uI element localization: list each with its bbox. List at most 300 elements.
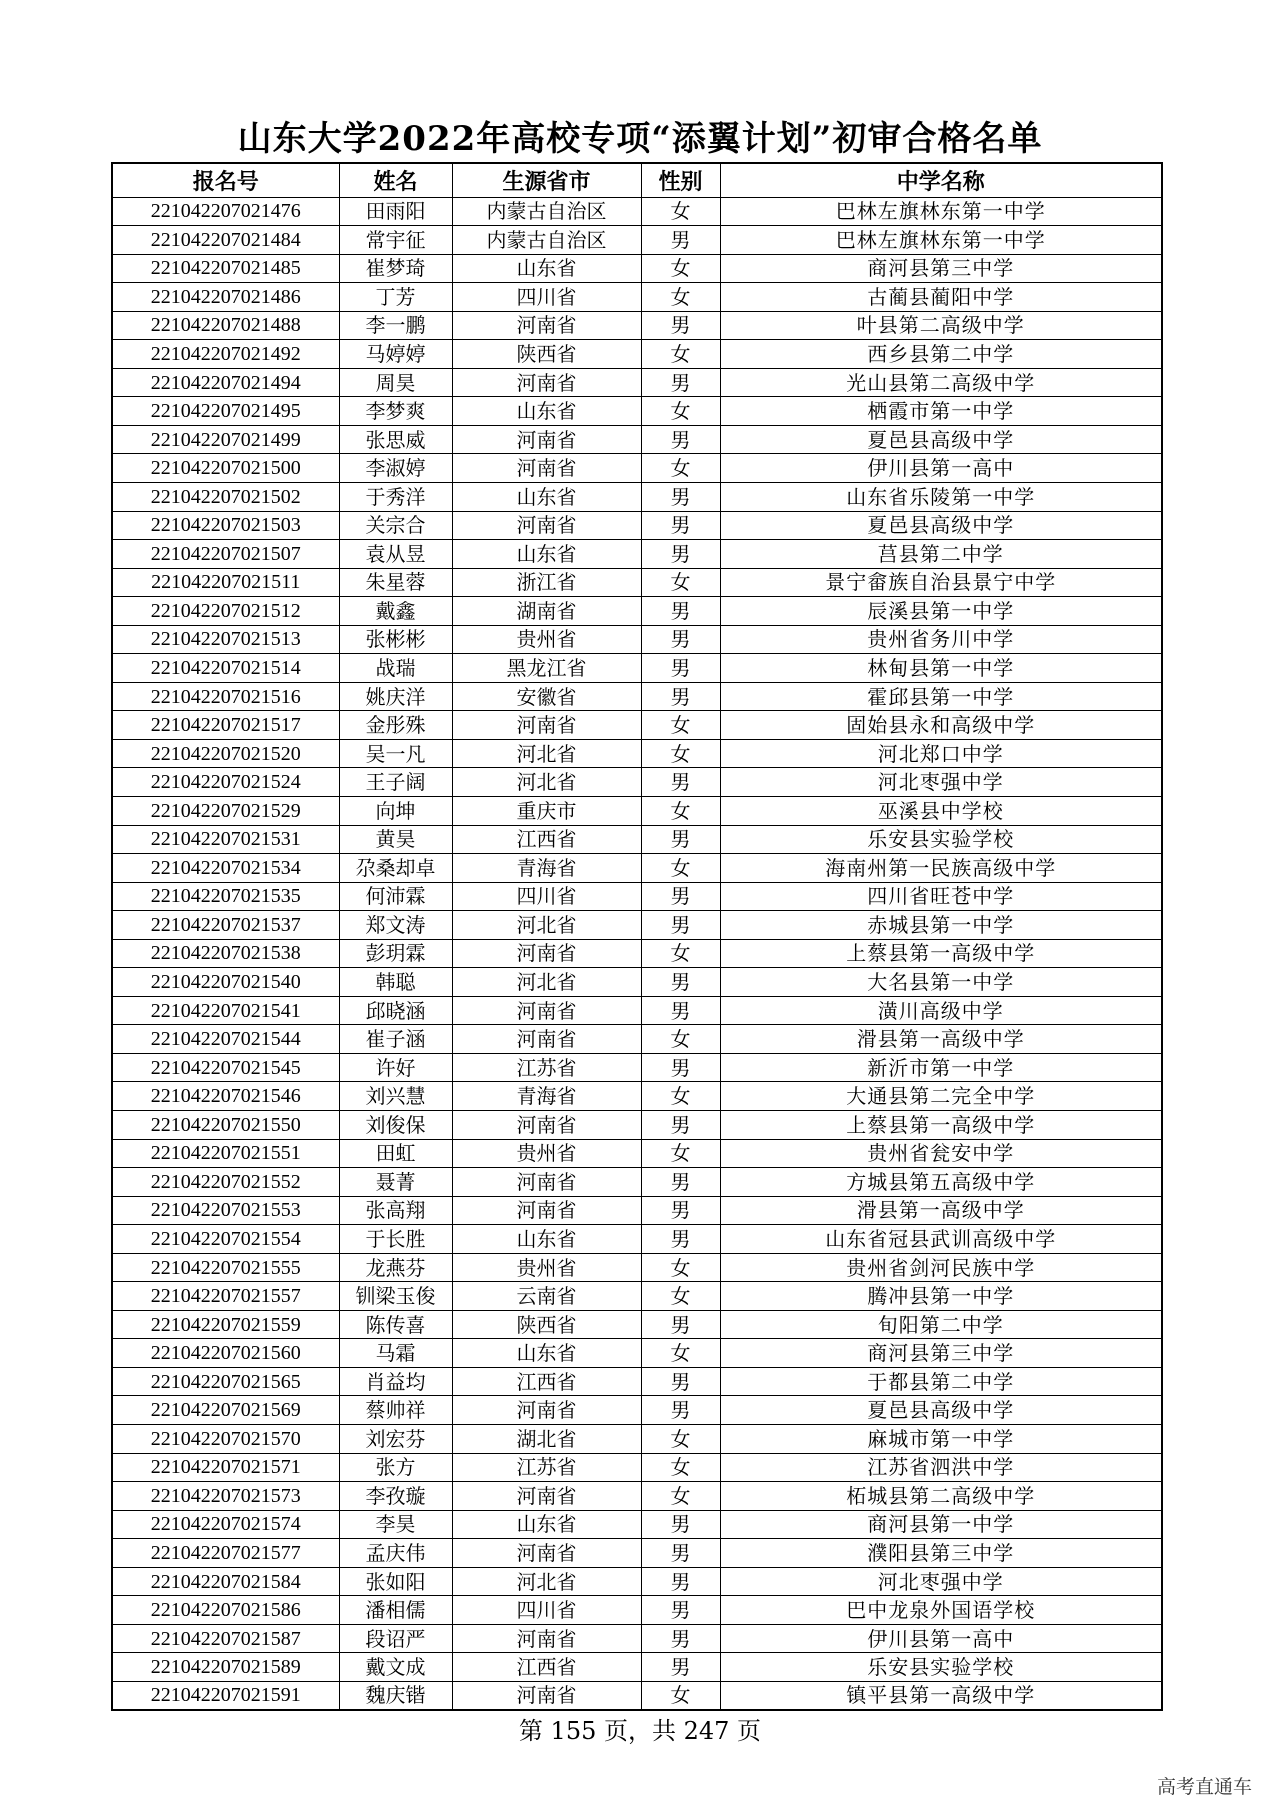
- cell-province: 江苏省: [452, 1453, 641, 1482]
- cell-registration-number: 221042207021587: [112, 1624, 339, 1653]
- header-school: 中学名称: [720, 163, 1162, 197]
- cell-province: 安徽省: [452, 682, 641, 711]
- cell-gender: 女: [641, 454, 720, 483]
- cell-gender: 男: [641, 682, 720, 711]
- cell-school: 景宁畲族自治县景宁中学: [720, 568, 1162, 597]
- header-name: 姓名: [339, 163, 452, 197]
- table-row: [112, 1282, 1162, 1311]
- cell-gender: 女: [641, 1425, 720, 1454]
- cell-province: 贵州省: [452, 1253, 641, 1282]
- cell-school: 滑县第一高级中学: [720, 1025, 1162, 1054]
- cell-school: 贵州省务川中学: [720, 625, 1162, 654]
- cell-gender: 女: [641, 1253, 720, 1282]
- table-row: [112, 796, 1162, 825]
- table-row: [112, 254, 1162, 283]
- cell-province: 河南省: [452, 1111, 641, 1140]
- cell-school: 镇平县第一高级中学: [720, 1681, 1162, 1710]
- cell-name: 张如阳: [339, 1567, 452, 1596]
- cell-name: 金彤殊: [339, 711, 452, 740]
- cell-name: 孟庆伟: [339, 1539, 452, 1568]
- table-row: [112, 1168, 1162, 1197]
- cell-gender: 女: [641, 1282, 720, 1311]
- cell-registration-number: 221042207021545: [112, 1053, 339, 1082]
- cell-name: 刘兴慧: [339, 1082, 452, 1111]
- table-row: [112, 340, 1162, 369]
- cell-school: 旬阳第二中学: [720, 1310, 1162, 1339]
- page-number: 第 155 页，共 247 页: [518, 1717, 762, 1745]
- cell-gender: 男: [641, 425, 720, 454]
- cell-province: 山东省: [452, 1510, 641, 1539]
- cell-registration-number: 221042207021529: [112, 796, 339, 825]
- cell-school: 固始县永和高级中学: [720, 711, 1162, 740]
- cell-gender: 女: [641, 939, 720, 968]
- cell-province: 青海省: [452, 854, 641, 883]
- table-row: [112, 1139, 1162, 1168]
- cell-registration-number: 221042207021554: [112, 1225, 339, 1254]
- cell-province: 浙江省: [452, 568, 641, 597]
- cell-school: 贵州省瓮安中学: [720, 1139, 1162, 1168]
- cell-name: 关宗合: [339, 511, 452, 540]
- table-row: [112, 682, 1162, 711]
- table-row: [112, 1453, 1162, 1482]
- cell-school: 乐安县实验学校: [720, 825, 1162, 854]
- cell-registration-number: 221042207021495: [112, 397, 339, 426]
- table-row: [112, 654, 1162, 683]
- cell-registration-number: 221042207021586: [112, 1596, 339, 1625]
- cell-name: 肖益均: [339, 1367, 452, 1396]
- cell-registration-number: 221042207021485: [112, 254, 339, 283]
- cell-name: 朱星蓉: [339, 568, 452, 597]
- cell-province: 青海省: [452, 1082, 641, 1111]
- cell-province: 河南省: [452, 939, 641, 968]
- cell-registration-number: 221042207021507: [112, 540, 339, 569]
- cell-province: 河北省: [452, 739, 641, 768]
- cell-registration-number: 221042207021503: [112, 511, 339, 540]
- cell-school: 大通县第二完全中学: [720, 1082, 1162, 1111]
- cell-registration-number: 221042207021535: [112, 882, 339, 911]
- cell-registration-number: 221042207021589: [112, 1653, 339, 1682]
- cell-registration-number: 221042207021502: [112, 482, 339, 511]
- table-row: [112, 1567, 1162, 1596]
- cell-gender: 男: [641, 1196, 720, 1225]
- cell-gender: 女: [641, 568, 720, 597]
- cell-gender: 女: [641, 1082, 720, 1111]
- cell-province: 河南省: [452, 996, 641, 1025]
- cell-school: 河北枣强中学: [720, 1567, 1162, 1596]
- table-row: [112, 1510, 1162, 1539]
- cell-school: 夏邑县高级中学: [720, 425, 1162, 454]
- cell-province: 山东省: [452, 540, 641, 569]
- cell-school: 赤城县第一中学: [720, 911, 1162, 940]
- cell-province: 河北省: [452, 968, 641, 997]
- cell-province: 河北省: [452, 768, 641, 797]
- cell-province: 河南省: [452, 368, 641, 397]
- cell-gender: 男: [641, 1225, 720, 1254]
- cell-gender: 女: [641, 254, 720, 283]
- cell-province: 陕西省: [452, 340, 641, 369]
- cell-school: 山东省乐陵第一中学: [720, 482, 1162, 511]
- cell-name: 王子阔: [339, 768, 452, 797]
- cell-registration-number: 221042207021513: [112, 625, 339, 654]
- table-row: [112, 1225, 1162, 1254]
- cell-registration-number: 221042207021476: [112, 197, 339, 226]
- cell-school: 莒县第二中学: [720, 540, 1162, 569]
- cell-province: 山东省: [452, 1339, 641, 1368]
- cell-province: 山东省: [452, 1225, 641, 1254]
- cell-registration-number: 221042207021569: [112, 1396, 339, 1425]
- table-row: [112, 1253, 1162, 1282]
- table-row: [112, 568, 1162, 597]
- cell-name: 许好: [339, 1053, 452, 1082]
- cell-name: 戴文成: [339, 1653, 452, 1682]
- cell-registration-number: 221042207021553: [112, 1196, 339, 1225]
- table-row: [112, 911, 1162, 940]
- table-row: [112, 1053, 1162, 1082]
- cell-registration-number: 221042207021484: [112, 226, 339, 255]
- cell-gender: 男: [641, 625, 720, 654]
- cell-registration-number: 221042207021574: [112, 1510, 339, 1539]
- table-row: [112, 1482, 1162, 1511]
- table-row: [112, 226, 1162, 255]
- cell-name: 张彬彬: [339, 625, 452, 654]
- table-row: [112, 1653, 1162, 1682]
- table-row: [112, 739, 1162, 768]
- cell-gender: 女: [641, 1681, 720, 1710]
- cell-registration-number: 221042207021486: [112, 283, 339, 312]
- cell-name: 张思威: [339, 425, 452, 454]
- table-row: [112, 854, 1162, 883]
- header-gender: 性别: [641, 163, 720, 197]
- cell-name: 于秀洋: [339, 482, 452, 511]
- table-body: [112, 197, 1162, 1710]
- cell-school: 商河县第三中学: [720, 254, 1162, 283]
- cell-registration-number: 221042207021544: [112, 1025, 339, 1054]
- table-row: [112, 1596, 1162, 1625]
- table-row: [112, 768, 1162, 797]
- cell-gender: 女: [641, 1339, 720, 1368]
- header-registration-number: 报名号: [112, 163, 339, 197]
- cell-school: 麻城市第一中学: [720, 1425, 1162, 1454]
- cell-school: 新沂市第一中学: [720, 1053, 1162, 1082]
- cell-school: 柘城县第二高级中学: [720, 1482, 1162, 1511]
- cell-school: 古蔺县蔺阳中学: [720, 283, 1162, 312]
- admission-list-table: [111, 162, 1163, 1711]
- cell-registration-number: 221042207021546: [112, 1082, 339, 1111]
- cell-province: 内蒙古自治区: [452, 197, 641, 226]
- cell-school: 上蔡县第一高级中学: [720, 939, 1162, 968]
- cell-province: 江西省: [452, 825, 641, 854]
- cell-school: 于都县第二中学: [720, 1367, 1162, 1396]
- table-row: [112, 311, 1162, 340]
- cell-school: 巴林左旗林东第一中学: [720, 197, 1162, 226]
- cell-name: 袁从昱: [339, 540, 452, 569]
- cell-registration-number: 221042207021584: [112, 1567, 339, 1596]
- table-row: [112, 939, 1162, 968]
- cell-name: 邱晓涵: [339, 996, 452, 1025]
- cell-name: 陈传喜: [339, 1310, 452, 1339]
- cell-province: 四川省: [452, 283, 641, 312]
- cell-name: 张方: [339, 1453, 452, 1482]
- cell-province: 河南省: [452, 711, 641, 740]
- table-row: [112, 482, 1162, 511]
- cell-school: 商河县第一中学: [720, 1510, 1162, 1539]
- cell-school: 腾冲县第一中学: [720, 1282, 1162, 1311]
- cell-province: 黑龙江省: [452, 654, 641, 683]
- cell-registration-number: 221042207021550: [112, 1111, 339, 1140]
- cell-name: 向坤: [339, 796, 452, 825]
- table-row: [112, 1111, 1162, 1140]
- cell-gender: 女: [641, 397, 720, 426]
- cell-registration-number: 221042207021591: [112, 1681, 339, 1710]
- cell-province: 江西省: [452, 1367, 641, 1396]
- table-row: [112, 1367, 1162, 1396]
- cell-gender: 男: [641, 1596, 720, 1625]
- cell-gender: 男: [641, 1653, 720, 1682]
- cell-school: 江苏省泗洪中学: [720, 1453, 1162, 1482]
- cell-school: 巫溪县中学校: [720, 796, 1162, 825]
- cell-registration-number: 221042207021512: [112, 597, 339, 626]
- cell-province: 山东省: [452, 482, 641, 511]
- cell-school: 方城县第五高级中学: [720, 1168, 1162, 1197]
- cell-gender: 男: [641, 1539, 720, 1568]
- cell-school: 山东省冠县武训高级中学: [720, 1225, 1162, 1254]
- cell-province: 河南省: [452, 1482, 641, 1511]
- cell-registration-number: 221042207021511: [112, 568, 339, 597]
- cell-name: 姚庆洋: [339, 682, 452, 711]
- cell-school: 大名县第一中学: [720, 968, 1162, 997]
- cell-province: 河南省: [452, 1539, 641, 1568]
- cell-gender: 女: [641, 1453, 720, 1482]
- cell-name: 李梦爽: [339, 397, 452, 426]
- cell-school: 夏邑县高级中学: [720, 1396, 1162, 1425]
- table-row: [112, 397, 1162, 426]
- cell-gender: 女: [641, 1482, 720, 1511]
- cell-province: 四川省: [452, 1596, 641, 1625]
- cell-gender: 男: [641, 1367, 720, 1396]
- cell-gender: 男: [641, 311, 720, 340]
- cell-province: 湖北省: [452, 1425, 641, 1454]
- cell-name: 李昊: [339, 1510, 452, 1539]
- cell-name: 尕桑却卓: [339, 854, 452, 883]
- cell-gender: 男: [641, 654, 720, 683]
- cell-name: 钏梁玉俊: [339, 1282, 452, 1311]
- cell-name: 李一鹏: [339, 311, 452, 340]
- cell-name: 潘相儒: [339, 1596, 452, 1625]
- cell-registration-number: 221042207021570: [112, 1425, 339, 1454]
- cell-gender: 男: [641, 226, 720, 255]
- cell-province: 河南省: [452, 1681, 641, 1710]
- cell-province: 陕西省: [452, 1310, 641, 1339]
- cell-gender: 男: [641, 882, 720, 911]
- cell-province: 河南省: [452, 1624, 641, 1653]
- cell-school: 辰溪县第一中学: [720, 597, 1162, 626]
- table-row: [112, 197, 1162, 226]
- cell-gender: 男: [641, 1111, 720, 1140]
- cell-name: 于长胜: [339, 1225, 452, 1254]
- cell-province: 山东省: [452, 397, 641, 426]
- cell-registration-number: 221042207021577: [112, 1539, 339, 1568]
- cell-school: 上蔡县第一高级中学: [720, 1111, 1162, 1140]
- cell-registration-number: 221042207021516: [112, 682, 339, 711]
- table-row: [112, 1624, 1162, 1653]
- cell-name: 何沛霖: [339, 882, 452, 911]
- table-row: [112, 996, 1162, 1025]
- cell-province: 江西省: [452, 1653, 641, 1682]
- cell-province: 江苏省: [452, 1053, 641, 1082]
- cell-gender: 男: [641, 1053, 720, 1082]
- cell-gender: 女: [641, 739, 720, 768]
- header-province: 生源省市: [452, 163, 641, 197]
- table-row: [112, 825, 1162, 854]
- cell-school: 林甸县第一中学: [720, 654, 1162, 683]
- cell-registration-number: 221042207021517: [112, 711, 339, 740]
- cell-name: 段诏严: [339, 1624, 452, 1653]
- cell-gender: 男: [641, 1396, 720, 1425]
- table-row: [112, 368, 1162, 397]
- cell-province: 湖南省: [452, 597, 641, 626]
- cell-gender: 女: [641, 796, 720, 825]
- cell-gender: 女: [641, 854, 720, 883]
- table-row: [112, 540, 1162, 569]
- cell-name: 彭玥霖: [339, 939, 452, 968]
- cell-school: 叶县第二高级中学: [720, 311, 1162, 340]
- cell-province: 河南省: [452, 425, 641, 454]
- document-title: 山东大学2022年高校专项“添翼计划”初审合格名单: [237, 119, 1043, 159]
- cell-registration-number: 221042207021540: [112, 968, 339, 997]
- cell-registration-number: 221042207021552: [112, 1168, 339, 1197]
- cell-registration-number: 221042207021492: [112, 340, 339, 369]
- cell-gender: 男: [641, 1310, 720, 1339]
- table-row: [112, 1339, 1162, 1368]
- cell-name: 周昊: [339, 368, 452, 397]
- cell-province: 贵州省: [452, 625, 641, 654]
- cell-province: 河南省: [452, 454, 641, 483]
- cell-registration-number: 221042207021524: [112, 768, 339, 797]
- cell-name: 黄昊: [339, 825, 452, 854]
- table-row: [112, 1396, 1162, 1425]
- cell-gender: 男: [641, 1567, 720, 1596]
- watermark-text: 高考直通车: [1156, 1776, 1252, 1798]
- cell-gender: 男: [641, 911, 720, 940]
- cell-gender: 男: [641, 540, 720, 569]
- table-row: [112, 425, 1162, 454]
- cell-province: 山东省: [452, 254, 641, 283]
- cell-registration-number: 221042207021494: [112, 368, 339, 397]
- cell-gender: 男: [641, 968, 720, 997]
- cell-school: 河北枣强中学: [720, 768, 1162, 797]
- cell-gender: 女: [641, 340, 720, 369]
- table-row: [112, 968, 1162, 997]
- cell-name: 蔡帅祥: [339, 1396, 452, 1425]
- cell-province: 河南省: [452, 1168, 641, 1197]
- cell-name: 龙燕芬: [339, 1253, 452, 1282]
- cell-province: 河北省: [452, 911, 641, 940]
- cell-gender: 男: [641, 825, 720, 854]
- cell-registration-number: 221042207021500: [112, 454, 339, 483]
- cell-name: 戴鑫: [339, 597, 452, 626]
- cell-province: 四川省: [452, 882, 641, 911]
- cell-registration-number: 221042207021565: [112, 1367, 339, 1396]
- cell-name: 吴一凡: [339, 739, 452, 768]
- cell-gender: 女: [641, 197, 720, 226]
- cell-name: 田虹: [339, 1139, 452, 1168]
- table-row: [112, 1681, 1162, 1710]
- cell-school: 伊川县第一高中: [720, 454, 1162, 483]
- cell-name: 韩聪: [339, 968, 452, 997]
- cell-school: 夏邑县高级中学: [720, 511, 1162, 540]
- table-header: [112, 163, 1162, 197]
- cell-gender: 男: [641, 511, 720, 540]
- cell-gender: 女: [641, 711, 720, 740]
- cell-gender: 男: [641, 597, 720, 626]
- cell-school: 四川省旺苍中学: [720, 882, 1162, 911]
- cell-name: 郑文涛: [339, 911, 452, 940]
- cell-name: 李淑婷: [339, 454, 452, 483]
- cell-registration-number: 221042207021555: [112, 1253, 339, 1282]
- table-row: [112, 597, 1162, 626]
- cell-registration-number: 221042207021499: [112, 425, 339, 454]
- cell-registration-number: 221042207021571: [112, 1453, 339, 1482]
- cell-school: 霍邱县第一中学: [720, 682, 1162, 711]
- cell-province: 河南省: [452, 1196, 641, 1225]
- cell-gender: 男: [641, 996, 720, 1025]
- table-row: [112, 882, 1162, 911]
- cell-registration-number: 221042207021514: [112, 654, 339, 683]
- cell-registration-number: 221042207021534: [112, 854, 339, 883]
- cell-gender: 男: [641, 768, 720, 797]
- table-row: [112, 1310, 1162, 1339]
- cell-name: 刘宏芬: [339, 1425, 452, 1454]
- cell-name: 丁芳: [339, 283, 452, 312]
- cell-name: 魏庆锴: [339, 1681, 452, 1710]
- cell-name: 马婷婷: [339, 340, 452, 369]
- cell-province: 重庆市: [452, 796, 641, 825]
- cell-school: 伊川县第一高中: [720, 1624, 1162, 1653]
- table-row: [112, 1425, 1162, 1454]
- cell-province: 云南省: [452, 1282, 641, 1311]
- cell-school: 滑县第一高级中学: [720, 1196, 1162, 1225]
- table-row: [112, 1025, 1162, 1054]
- cell-registration-number: 221042207021559: [112, 1310, 339, 1339]
- table-row: [112, 454, 1162, 483]
- cell-school: 巴中龙泉外国语学校: [720, 1596, 1162, 1625]
- cell-name: 常宇征: [339, 226, 452, 255]
- cell-school: 河北郑口中学: [720, 739, 1162, 768]
- table-row: [112, 1539, 1162, 1568]
- cell-province: 河北省: [452, 1567, 641, 1596]
- cell-registration-number: 221042207021573: [112, 1482, 339, 1511]
- cell-gender: 男: [641, 1624, 720, 1653]
- cell-registration-number: 221042207021488: [112, 311, 339, 340]
- cell-school: 海南州第一民族高级中学: [720, 854, 1162, 883]
- cell-registration-number: 221042207021531: [112, 825, 339, 854]
- cell-registration-number: 221042207021560: [112, 1339, 339, 1368]
- cell-school: 商河县第三中学: [720, 1339, 1162, 1368]
- cell-province: 内蒙古自治区: [452, 226, 641, 255]
- cell-gender: 女: [641, 1025, 720, 1054]
- cell-name: 田雨阳: [339, 197, 452, 226]
- cell-name: 崔梦琦: [339, 254, 452, 283]
- cell-name: 崔子涵: [339, 1025, 452, 1054]
- cell-school: 巴林左旗林东第一中学: [720, 226, 1162, 255]
- table-row: [112, 1082, 1162, 1111]
- cell-province: 河南省: [452, 1025, 641, 1054]
- cell-registration-number: 221042207021557: [112, 1282, 339, 1311]
- table-row: [112, 283, 1162, 312]
- cell-gender: 男: [641, 482, 720, 511]
- cell-name: 李孜璇: [339, 1482, 452, 1511]
- cell-school: 乐安县实验学校: [720, 1653, 1162, 1682]
